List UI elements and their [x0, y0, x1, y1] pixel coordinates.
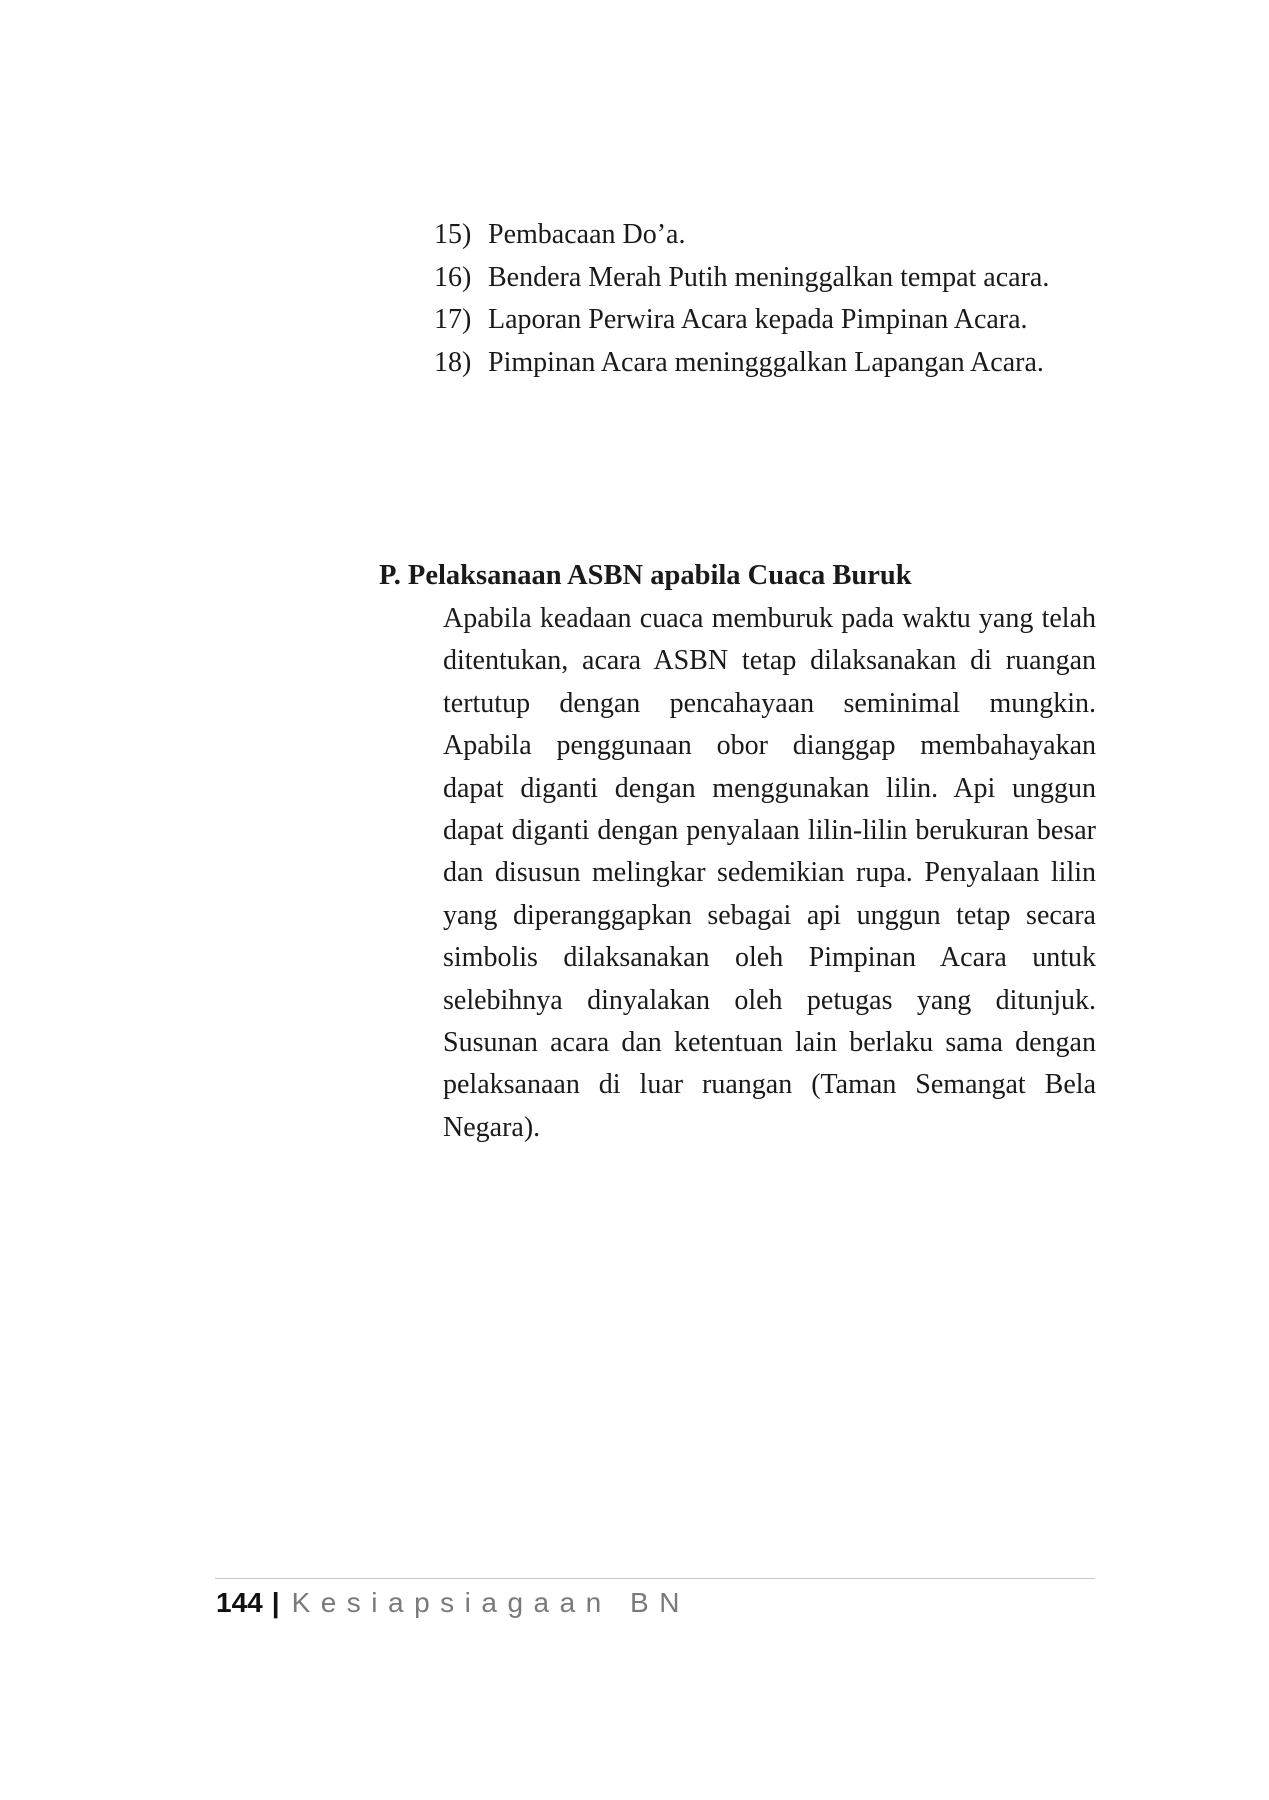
- list-item-text: Pimpinan Acara meningggalkan Lapangan Acara.: [488, 346, 1044, 378]
- section-title-text: Pelaksanaan ASBN apabila Cuaca Buruk: [407, 560, 912, 591]
- section-paragraph: Apabila keadaan cuaca memburuk pada waktu yang telah ditentukan, acara ASBN tetap dilaksanakan di ruangan tertutup dengan pencahayaan seminimal mungkin. Apabila penggunaan obor dianggap membahayakan dapat diganti dengan menggunakan lilin. Api unggun dapat diganti dengan penyalaan lilin-lilin berukuran besar dan disusun melingkar sedemikian rupa. Penyalaan lilin yang diperanggapkan sebagai api unggun tetap secara simbolis dilaksanakan oleh Pimpinan Acara untuk selebihnya dinyalakan oleh petugas yang ditunjuk. Susunan acara dan ketentuan lain berlaku sama dengan pelaksanaan di luar ruangan (Taman Semangat Bela Negara).: [443, 603, 1096, 1143]
- page-number: 144: [216, 1587, 263, 1618]
- section-letter: P.: [379, 560, 401, 591]
- list-item-number: 18): [434, 346, 472, 378]
- list-item-text: Pembacaan Do’a.: [488, 219, 686, 250]
- list-item-number: 17): [434, 304, 472, 335]
- list-item: [434, 342, 1096, 385]
- list-item: [434, 299, 1096, 342]
- footer-separator: |: [271, 1587, 280, 1618]
- numbered-list: [434, 214, 1096, 384]
- section-heading: [379, 556, 912, 596]
- list-item-text: Bendera Merah Putih meninggalkan tempat acara.: [488, 261, 1050, 293]
- list-item-number: 15): [434, 219, 472, 250]
- list-item-text: Laporan Perwira Acara kepada Pimpinan Acara.: [488, 304, 1028, 335]
- list-item: [434, 214, 1096, 257]
- page-footer: [216, 1583, 690, 1623]
- footer-divider: [215, 1578, 1095, 1579]
- footer-book-title: Kesiapsiagaan BN: [291, 1587, 690, 1618]
- list-item: [434, 257, 1096, 300]
- list-item-number: 16): [434, 261, 472, 293]
